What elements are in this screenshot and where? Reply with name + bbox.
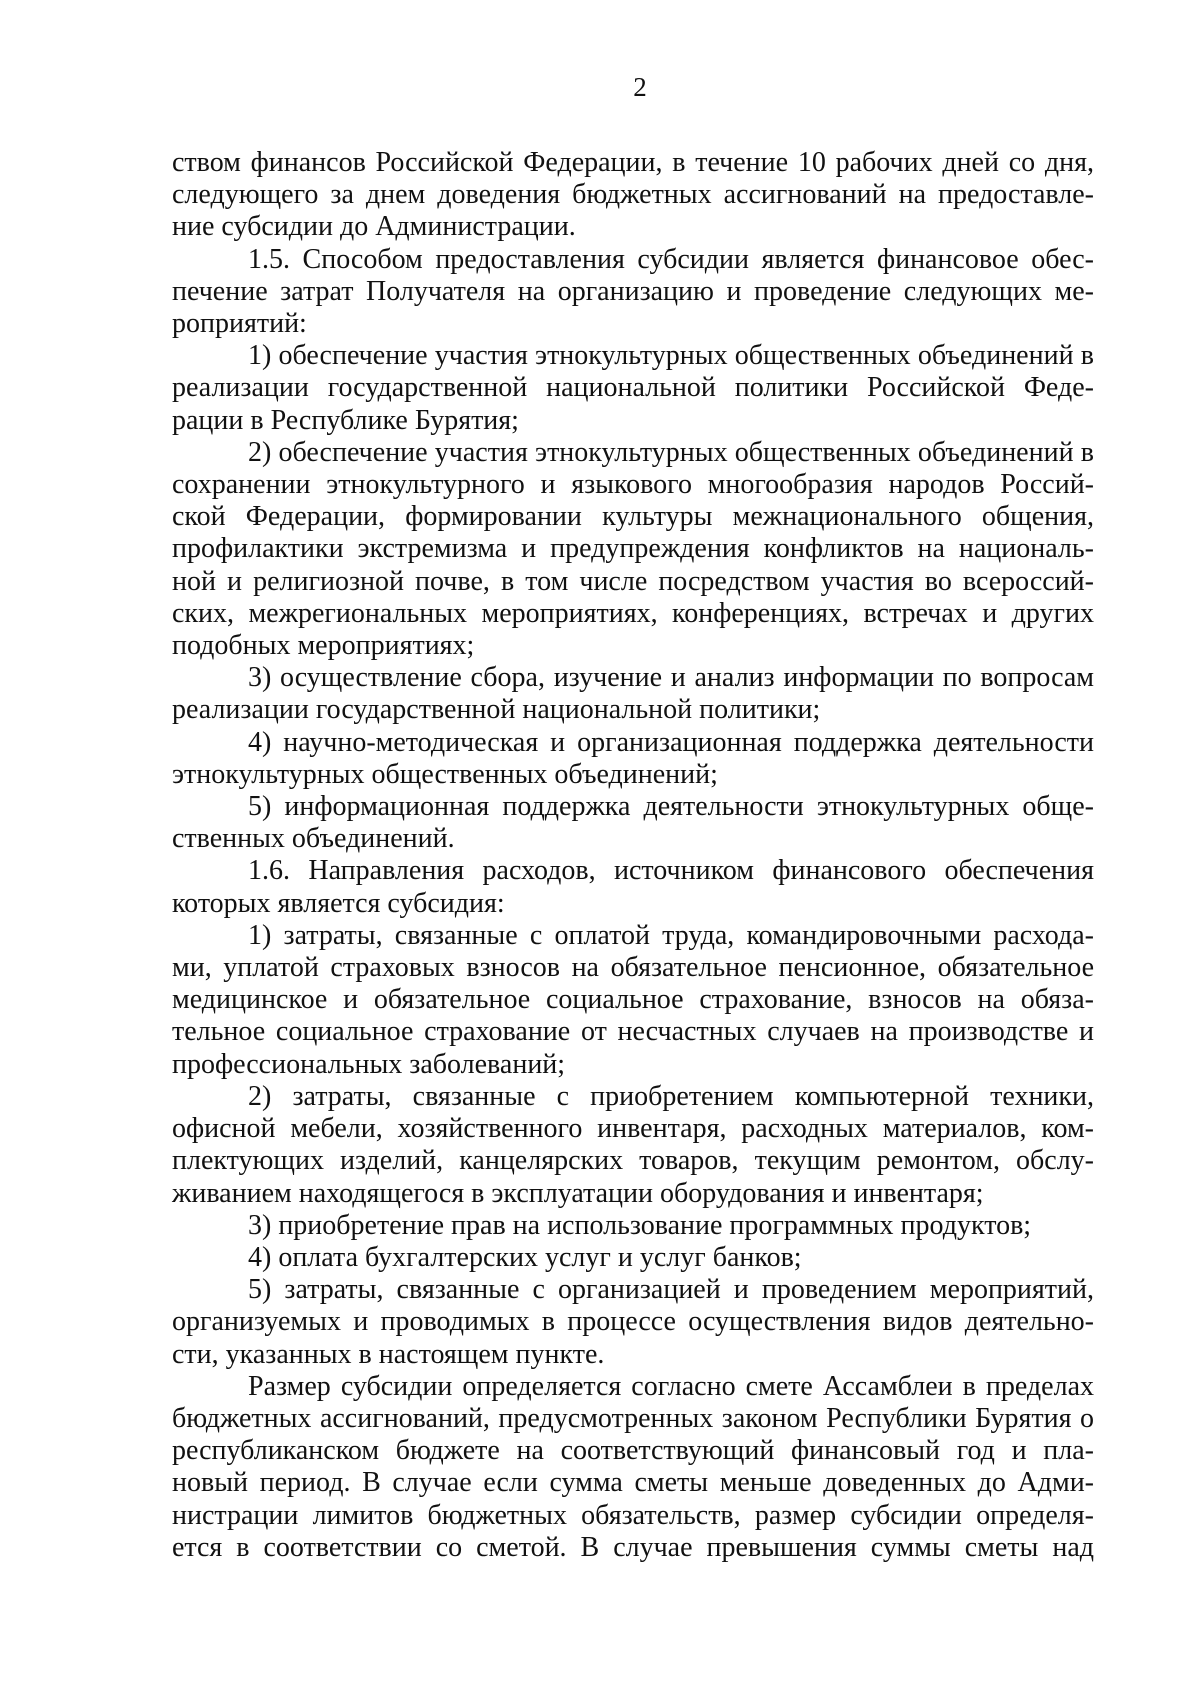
paragraph-item-1-5-3: 3) осуществление сбора, изучение и анализ информации по вопросам реализации государственной национальной политики;: [172, 662, 1094, 726]
paragraph-continuation: ством финансов Российской Федерации, в течение 10 рабочих дней со дня, следующего за днем доведения бюджетных ассигнований на предоставле-ние субсидии до Администрации.: [172, 147, 1094, 243]
paragraph-item-1-6-5: 5) затраты, связанные с организацией и проведением мероприятий, организуемых и проводимых в процессе осуществления видов деятельно-сти, указанных в настоящем пункте.: [172, 1274, 1094, 1370]
paragraph-item-1-5-4: 4) научно-методическая и организационная поддержка деятельности этнокультурных общественных объединений;: [172, 726, 1094, 790]
paragraph-item-1-6-4: 4) оплата бухгалтерских услуг и услуг банков;: [248, 1241, 802, 1273]
paragraph-item-1-5-2: 2) обеспечение участия этнокультурных общественных объединений в сохранении этнокультурного и языкового многообразия народов Россий-ской Федерации, формировании культуры межнационального общения, профилактики экстремизма и предупреждения конфликтов на националь-ной и религиозной почве, в том числе посредством участия во всероссий-ских, межрегиональных мероприятиях, конференциях, встречах и других подобных мероприятиях;: [172, 436, 1094, 662]
paragraph-item-1-5-1: 1) обеспечение участия этнокультурных общественных объединений в реализации государственной национальной политики Российской Феде-рации в Республике Бурятия;: [172, 340, 1094, 436]
paragraph-item-1-5-5: 5) информационная поддержка деятельности этнокультурных обще-ственных объединений.: [172, 791, 1094, 855]
page-number: 2: [633, 72, 647, 102]
document-body: [172, 147, 1094, 1564]
paragraph-clause-1-5: 1.5. Способом предоставления субсидии является финансовое обес-печение затрат Получателя на организацию и проведение следующих ме-роприятий:: [172, 243, 1094, 340]
paragraph-item-1-6-1: 1) затраты, связанные с оплатой труда, командировочными расхода-ми, уплатой страховых взносов на обязательное пенсионное, обязательное медицинское и обязательное социальное страхование, взносов на обяза-тельное социальное страхование от несчастных случаев на производстве и профессиональных заболеваний;: [172, 919, 1094, 1080]
paragraph-clause-1-6: 1.6. Направления расходов, источником финансового обеспечения которых является субсидия:: [172, 855, 1094, 919]
paragraph-item-1-6-2: 2) затраты, связанные с приобретением компьютерной техники, офисной мебели, хозяйственного инвентаря, расходных материалов, ком-плектующих изделий, канцелярских товаров, текущим ремонтом, обслу-живанием находящегося в эксплуатации оборудования и инвентаря;: [172, 1080, 1094, 1209]
paragraph-subsidy-size: Размер субсидии определяется согласно смете Ассамблеи в пределах бюджетных ассигнований, предусмотренных законом Республики Бурятия о республиканском бюджете на соответствующий финансовый год и пла-новый период. В случае если сумма сметы меньше доведенных до Адми-нистрации лимитов бюджетных обязательств, размер субсидии определя-ется в соответствии со сметой. В случае превышения суммы сметы над: [172, 1370, 1094, 1563]
paragraph-item-1-6-3: 3) приобретение прав на использование программных продуктов;: [248, 1209, 1032, 1241]
